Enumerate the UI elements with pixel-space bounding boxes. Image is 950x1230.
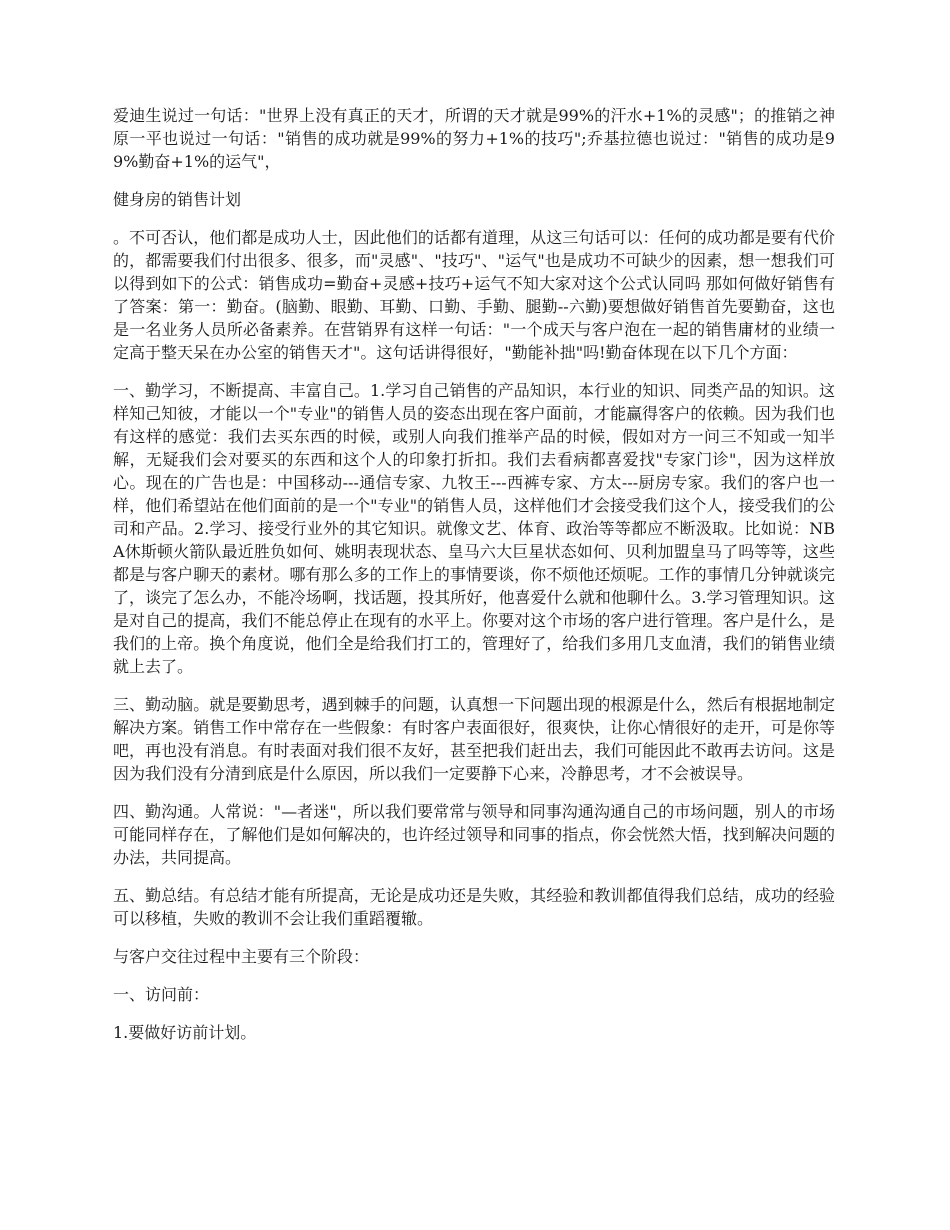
paragraph-heading-gym-plan: 健身房的销售计划 <box>113 190 242 209</box>
paragraph-diligent-summary: 五、勤总结。有总结才能有所提高，无论是成功还是失败，其经验和教训都值得我们总结，成功的经验可以移植，失败的教训不会让我们重蹈覆辙。 <box>113 886 835 928</box>
paragraph-diligent-learning: 一、勤学习，不断提高、丰富自己。1.学习自己销售的产品知识，本行业的知识、同类产品的知识。这样知己知彼，才能以一个"专业"的销售人员的姿态出现在客户面前，才能赢得客户的依赖。因为我们也有这样的感觉：我们去买东西的时候，或别人向我们推举产品的时候，假如对方一问三不知或一知半解，无疑我们会对要买的东西和这个人的印象打折扣。我们去看病都喜爱找"专家门诊"，因为这样放心。现在的广告也是：中国移动---通信专家、九牧王---西裤专家、方太---厨房专家。我们的客户也一样，他们希望站在他们面前的是一个"专业"的销售人员，这样他们才会接受我们这个人，接受我们的公司和产品。2.学习、接受行业外的其它知识。就像文艺、体育、政治等等都应不断汲取。比如说：NBA休斯顿火箭队最近胜负如何、姚明表现状态、皇马六大巨星状态如何、贝利加盟皇马了吗等等，这些都是与客户聊天的素材。哪有那么多的工作上的事情要谈，你不烦他还烦呢。工作的事情几分钟就谈完了，谈完了怎么办，不能冷场啊，找话题，投其所好，他喜爱什么就和他聊什么。3.学习管理知识。这是对自己的提高，我们不能总停止在现有的水平上。你要对这个市场的客户进行管理。客户是什么，是我们的上帝。换个角度说，他们全是给我们打工的，管理好了，给我们多用几支血清，我们的销售业绩就上去了。 <box>113 381 835 676</box>
document-body <box>113 104 835 1059</box>
paragraph-diligent-communication: 四、勤沟通。人常说："—者迷"，所以我们要常常与领导和同事沟通沟通自己的市场问题，别人的市场可能同样存在，了解他们是如何解决的，也许经过领导和同事的指点，你会恍然大悟，找到解决问题的办法，共同提高。 <box>113 802 835 867</box>
paragraph-three-stages: 与客户交往过程中主要有三个阶段： <box>113 947 370 966</box>
paragraph-diligence-formula: 。不可否认，他们都是成功人士，因此他们的话都有道理，从这三句话可以：任何的成功都是要有代价的，都需要我们付出很多、很多，而"灵感"、"技巧"、"运气"也是成功不可缺少的因素，想一想我们可以得到如下的公式：销售成功=勤奋+灵感+技巧+运气不知大家对这个公式认同吗 那如何做好销售有了答案：第一：勤奋。(脑勤、眼勤、耳勤、口勤、手勤、腿勤--六勤)要想做好销售首先要勤奋，这也是一名业务人员所必备素养。在营销界有这样一句话："一个成天与客户泡在一起的销售庸材的业绩一定高于整天呆在办公室的销售天才"。这句话讲得很好，"勤能补拙"吗!勤奋体现在以下几个方面： <box>113 228 835 362</box>
paragraph-quotes-intro: 爱迪生说过一句话："世界上没有真正的天才，所谓的天才就是99%的汗水+1%的灵感"；的推销之神原一平也说过一句话："销售的成功就是99%的努力+1%的技巧";乔基拉德也说过："销售的成功是99%勤奋+1%的运气"， <box>113 106 835 171</box>
paragraph-visit-plan: 1.要做好访前计划。 <box>113 1023 257 1042</box>
paragraph-diligent-thinking: 三、勤动脑。就是要勤思考，遇到棘手的问题，认真想一下问题出现的根源是什么，然后有根据地制定解决方案。销售工作中常存在一些假象：有时客户表面很好，很爽快，让你心情很好的走开，可是你等吧，再也没有消息。有时表面对我们很不友好，甚至把我们赶出去，我们可能因此不敢再去访问。这是因为我们没有分清到底是什么原因，所以我们一定要静下心来，冷静思考，才不会被误导。 <box>113 695 835 783</box>
paragraph-before-visit: 一、访问前： <box>113 985 210 1004</box>
